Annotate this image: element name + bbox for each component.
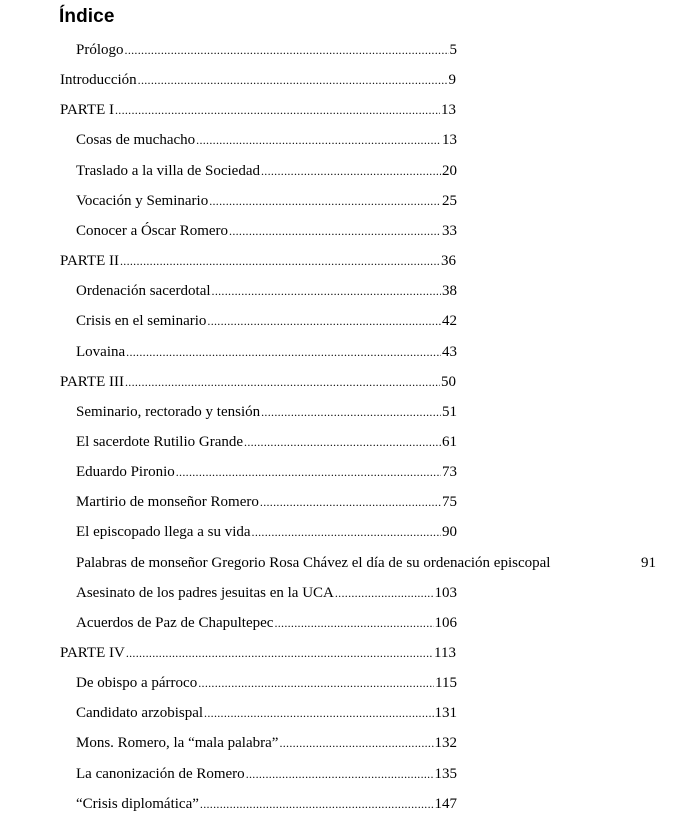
toc-entry[interactable] (60, 251, 456, 271)
toc-entry[interactable] (76, 161, 457, 181)
toc-entry-title: Eduardo Pironio (76, 464, 175, 481)
toc-entry[interactable] (76, 673, 457, 693)
toc-entry[interactable] (60, 643, 456, 663)
toc-entry[interactable] (76, 492, 457, 512)
dot-leader (115, 100, 440, 120)
toc-entry[interactable] (76, 281, 457, 301)
dot-leader (207, 311, 441, 331)
toc-entry-title: Introducción (60, 72, 137, 89)
toc-entry-title: Crisis en el seminario (76, 313, 207, 330)
toc-entry[interactable] (76, 583, 457, 603)
toc-entry-title: PARTE II (60, 253, 119, 270)
toc-entry[interactable] (60, 100, 456, 120)
toc-entry-page-number: 61 (442, 433, 457, 450)
dot-leader (261, 402, 441, 422)
toc-entry[interactable] (76, 764, 457, 784)
dot-leader (200, 794, 434, 814)
toc-entry-page-number: 135 (434, 765, 457, 782)
toc-entry-page-number: 91 (641, 554, 656, 571)
toc-entry-page-number: 9 (448, 72, 456, 89)
dot-leader (252, 522, 441, 542)
toc-entry-title: El sacerdote Rutilio Grande (76, 433, 244, 450)
toc-entry-page-number: 147 (434, 795, 457, 812)
toc-entry-title: La canonización de Romero (76, 765, 245, 782)
toc-entry-page-number: 20 (442, 162, 457, 179)
dot-leader (246, 764, 434, 784)
toc-entry-title: Traslado a la villa de Sociedad (76, 162, 260, 179)
toc-entry-title: Lovaina (76, 343, 126, 360)
toc-entry-page-number: 13 (442, 132, 457, 149)
toc-entry-page-number: 106 (434, 614, 457, 631)
dot-leader (138, 70, 448, 90)
toc-entry-title: Martirio de monseñor Romero (76, 494, 259, 511)
toc-entry[interactable] (76, 402, 457, 422)
dot-leader (120, 251, 440, 271)
toc-entry-page-number: 73 (442, 464, 457, 481)
toc-entry-title: Mons. Romero, la “mala palabra” (76, 735, 279, 752)
toc-entry[interactable] (76, 613, 457, 633)
toc-entry-title: Acuerdos de Paz de Chapultepec (76, 614, 274, 631)
toc-entry-title: Conocer a Óscar Romero (76, 222, 229, 239)
toc-entry-page-number: 103 (434, 584, 457, 601)
toc-entry[interactable] (76, 130, 457, 150)
toc-entry-title: PARTE I (60, 102, 114, 119)
toc-entry[interactable] (76, 522, 457, 542)
toc-entry-title: PARTE III (60, 373, 124, 390)
dot-leader (126, 342, 441, 362)
toc-entry[interactable] (76, 462, 457, 482)
dot-leader (209, 191, 441, 211)
dot-leader (335, 583, 434, 603)
dot-leader (125, 40, 449, 60)
dot-leader (261, 161, 441, 181)
toc-entry-page-number: 115 (435, 675, 457, 692)
dot-leader (279, 733, 433, 753)
toc-entry-page-number: 131 (434, 705, 457, 722)
dot-leader (274, 613, 433, 633)
dot-leader (126, 643, 433, 663)
toc-entry-title: Candidato arzobispal (76, 705, 204, 722)
toc-entry-page-number: 5 (449, 42, 457, 58)
toc-entry-title: PARTE IV (60, 645, 125, 661)
toc-entry[interactable] (76, 342, 457, 362)
toc-entry-page-number: 38 (442, 283, 457, 300)
toc-entry-page-number: 132 (434, 735, 457, 752)
toc-entry-page-number: 51 (442, 403, 457, 420)
toc-entry[interactable] (76, 311, 457, 331)
toc-entry[interactable] (76, 553, 676, 573)
dot-leader (260, 492, 441, 512)
dot-leader (125, 372, 440, 392)
toc-entry-page-number: 25 (442, 192, 457, 209)
toc-entry-title: Vocación y Seminario (76, 192, 209, 209)
toc-entry-title: Cosas de muchacho (76, 132, 196, 149)
toc-entry[interactable] (76, 703, 457, 723)
toc-entry-page-number: 50 (441, 373, 456, 390)
toc-entry[interactable] (76, 40, 457, 60)
toc-entry-title: Seminario, rectorado y tensión (76, 403, 261, 420)
toc-entry[interactable] (76, 733, 457, 753)
toc-entry-page-number: 90 (442, 524, 457, 541)
toc-entry-title: Asesinato de los padres jesuitas en la UCA (76, 584, 334, 601)
toc-entry[interactable] (76, 432, 457, 452)
toc-entry-title: Palabras de monseñor Gregorio Rosa Chávez el día de su ordenación episcopal (76, 554, 551, 571)
dot-leader (204, 703, 433, 723)
toc-entry-title: Prólogo (76, 42, 124, 58)
toc-entry[interactable] (60, 70, 456, 90)
toc-entry-page-number: 36 (441, 253, 456, 270)
toc-entry[interactable] (76, 221, 457, 241)
dot-leader (198, 673, 434, 693)
toc-entry-page-number: 113 (434, 645, 456, 661)
toc-entry[interactable] (76, 794, 457, 814)
toc-entry-page-number: 42 (442, 313, 457, 330)
toc-entry-title: Ordenación sacerdotal (76, 283, 211, 300)
page-title: Índice (59, 6, 115, 27)
toc-entry-title: “Crisis diplomática” (76, 795, 199, 812)
toc-entry[interactable] (76, 191, 457, 211)
toc-entry-page-number: 13 (441, 102, 456, 119)
dot-leader (196, 130, 441, 150)
dot-leader (212, 281, 441, 301)
dot-leader (176, 462, 441, 482)
dot-leader (229, 221, 441, 241)
dot-leader (244, 432, 441, 452)
toc-entry-title: El episcopado llega a su vida (76, 524, 251, 541)
toc-entry-page-number: 33 (442, 222, 457, 239)
toc-entry-title: De obispo a párroco (76, 675, 198, 692)
toc-entry[interactable] (60, 372, 456, 392)
toc-entry-page-number: 43 (442, 343, 457, 360)
toc-entry-page-number: 75 (442, 494, 457, 511)
